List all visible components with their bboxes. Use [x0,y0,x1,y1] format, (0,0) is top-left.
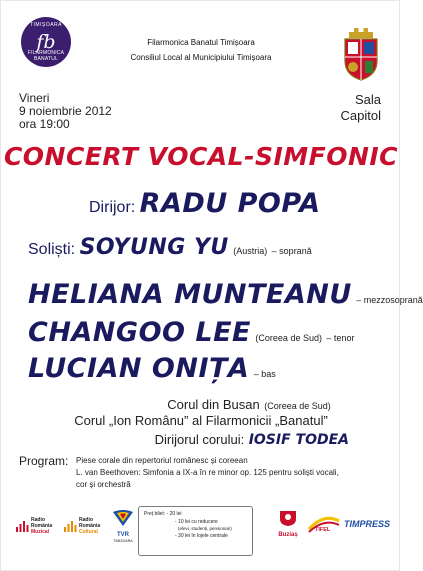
radio-waves-icon [15,519,29,533]
choir-ion-romanu: Corul „Ion Românu” al Filarmonicii „Banatul” [74,413,328,428]
logo-monogram: fb [36,31,56,53]
soloist-row-1 [28,235,312,260]
tifel-label: TIFEL [315,527,331,533]
ticket-line-4: - 30 lei în lojele centrale [175,533,228,539]
soloist-name: LUCIAN ONIȚA [28,353,250,384]
event-date: 9 noiembrie 2012 [19,104,112,118]
soloist-row-4 [28,353,276,384]
event-time: ora 19:00 [19,117,70,131]
buzias-logo [271,509,305,539]
radio-cultural-line-1: Radio [79,517,93,523]
tvr-timisoara-logo [109,509,137,543]
choir-director [155,431,349,449]
tvr-city: TIMIȘOARA [113,539,133,543]
soloist-role: – soprană [271,246,312,256]
venue-line-1: Sala [354,92,381,107]
radio-muzical-line-2: România [31,523,53,529]
event-day: Vineri [19,91,50,105]
ticket-line-2: - 10 lei cu reducere [175,519,218,525]
ticket-prices-box [138,506,253,556]
radio-muzical-line-1: Radio [31,517,45,523]
radio-cultural-line-2: România [79,523,101,529]
org-city-council: Consiliul Local al Municipiului Timișoara [130,53,272,62]
conductor-label: Dirijor: [89,199,136,216]
buzias-emblem-icon [278,509,298,527]
program-line-1: Piese corale din repertoriul românesc și coreean [76,456,248,465]
program-label: Program: [19,454,69,468]
soloist-name: HELIANA MUNTEANU [28,279,352,310]
concert-title: CONCERT VOCAL-SIMFONIC [3,142,399,171]
choir-busan-origin: (Coreea de Sud) [264,401,331,411]
tvr-label: TVR [117,532,129,538]
program-line-2: L. van Beethoven: Simfonia a IX-a în re minor op. 125 pentru soliști vocali, [76,468,339,477]
soloist-role: – mezzosoprană [356,295,423,305]
ticket-line-3: (elevi, studenți, pensionari) [178,526,232,531]
program-line-3: cor și orchestră [76,480,131,489]
choir-busan-name: Corul din Busan [167,397,260,412]
radio-muzical-line-3: Muzical [31,529,50,535]
soloist-origin: (Coreea de Sud) [255,333,322,343]
buzias-label: Buziaș [278,532,298,538]
timpress-logo: TIMPRESS [344,519,391,529]
soloist-name: CHANGOO LEE [28,317,251,348]
soloist-row-2 [28,279,423,310]
choir-director-label: Dirijorul corului: [154,432,245,447]
logo-ring-bottom: FILARMONICA BANATUL [27,50,65,62]
soloist-row-3 [28,317,354,348]
ticket-line-1: Preț bilet: - 20 lei [144,511,182,517]
radio-waves-icon [63,519,77,533]
conductor-line [89,188,321,219]
soloist-name: SOYUNG YU [79,235,229,260]
logo-ring-top: TIMIȘOARA [29,22,62,28]
event-datetime [19,92,112,131]
soloist-origin: (Austria) [233,246,268,256]
venue-line-2: Capitol [340,108,381,123]
choir-busan [1,396,401,414]
program-details [76,455,339,491]
org-philharmonic: Filarmonica Banatul Timișoara [147,38,255,47]
soloist-role: – tenor [326,333,355,343]
tifel-logo [307,513,341,535]
soloists-label: Soliști: [28,241,76,258]
radio-cultural-line-3: Cultural [79,529,98,535]
tvr-ribbon-icon [112,509,134,527]
event-venue [341,92,381,124]
conductor-name: RADU POPA [139,188,321,219]
choir-director-name: IOSIF TODEA [248,432,349,448]
soloist-role: – bas [253,369,276,379]
